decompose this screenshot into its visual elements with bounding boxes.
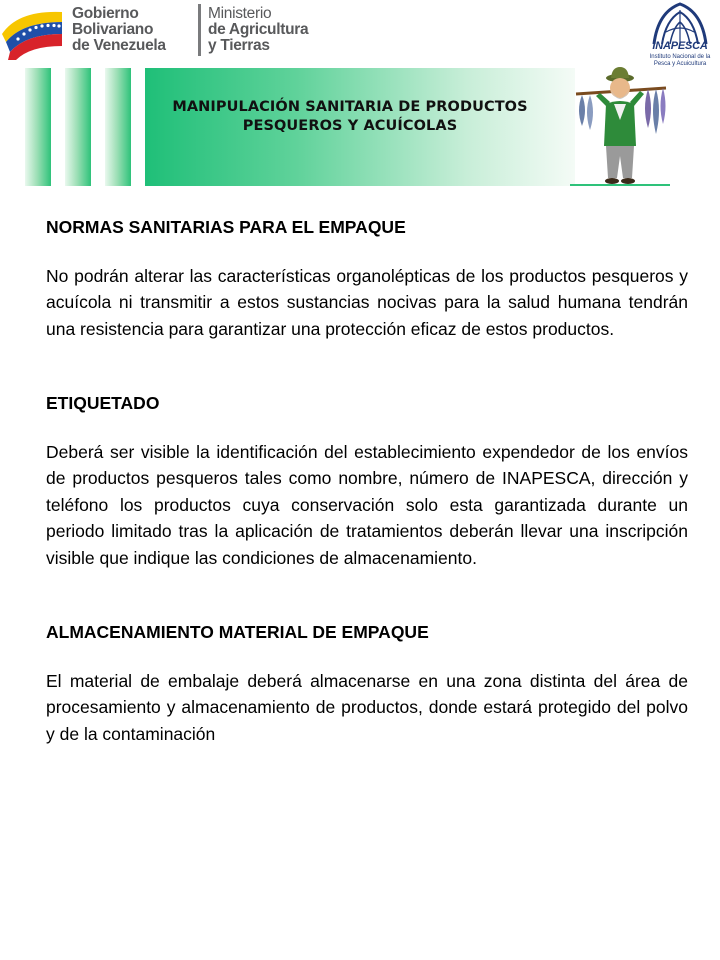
section-title-storage: ALMACENAMIENTO MATERIAL DE EMPAQUE — [46, 622, 429, 642]
ministry-name — [208, 6, 308, 54]
banner-stripe — [25, 68, 51, 186]
section-body-labeling: Deberá ser visible la identificación del establecimiento expendedor de los envíos de productos pesqueros tales como nombre, número de INAPESCA, dirección y teléfono los productos cuya conservación solo esta garantizada durante un periodo limitado tras la aplicación de tratamientos deberán llevar una inscripción visible que indique las condiciones de almacenamiento. — [46, 441, 688, 568]
section-title-packaging: NORMAS SANITARIAS PARA EL EMPAQUE — [46, 217, 406, 237]
ministry-line-2: de Agricultura — [208, 21, 309, 38]
inapesca-sub-line-1: Instituto Nacional de la — [649, 54, 711, 60]
gov-line-3: de Venezuela — [72, 37, 166, 54]
government-logo — [0, 0, 340, 62]
section-body-packaging: No podrán alterar las características organolépticas de los productos pesqueros y acuícola ni transmitir a estos sustancias nocivas para la salud humana tendrán una resistencia para garantizar una protección eficaz de estos productos. — [46, 265, 688, 339]
banner-stripe — [65, 68, 91, 186]
ministry-line-3: y Tierras — [208, 37, 270, 54]
document-body — [46, 214, 688, 747]
gov-line-1: Gobierno — [72, 5, 139, 22]
inapesca-name: INAPESCA — [652, 40, 708, 52]
gov-line-2: Bolivariano — [72, 21, 154, 38]
government-name — [72, 6, 166, 54]
inapesca-sub-line-2: Pesca y Acuicultura — [653, 61, 707, 67]
section-title-labeling: ETIQUETADO — [46, 393, 160, 413]
venezuela-flag-icon — [0, 4, 66, 60]
banner-title-line-2: PESQUEROS Y ACUÍCOLAS — [242, 118, 458, 134]
ministry-line-1: Ministerio — [208, 5, 272, 22]
logo-divider — [198, 4, 201, 56]
banner-title — [140, 98, 560, 136]
banner-stripe — [105, 68, 131, 186]
banner-title-line-1: MANIPULACIÓN SANITARIA DE PRODUCTOS — [172, 99, 528, 115]
section-body-storage: El material de embalaje deberá almacenarse en una zona distinta del área de procesamiento y almacenamiento de productos, donde estará protegido del polvo y de la contaminación — [46, 670, 688, 744]
fisherman-illustration — [570, 64, 670, 188]
